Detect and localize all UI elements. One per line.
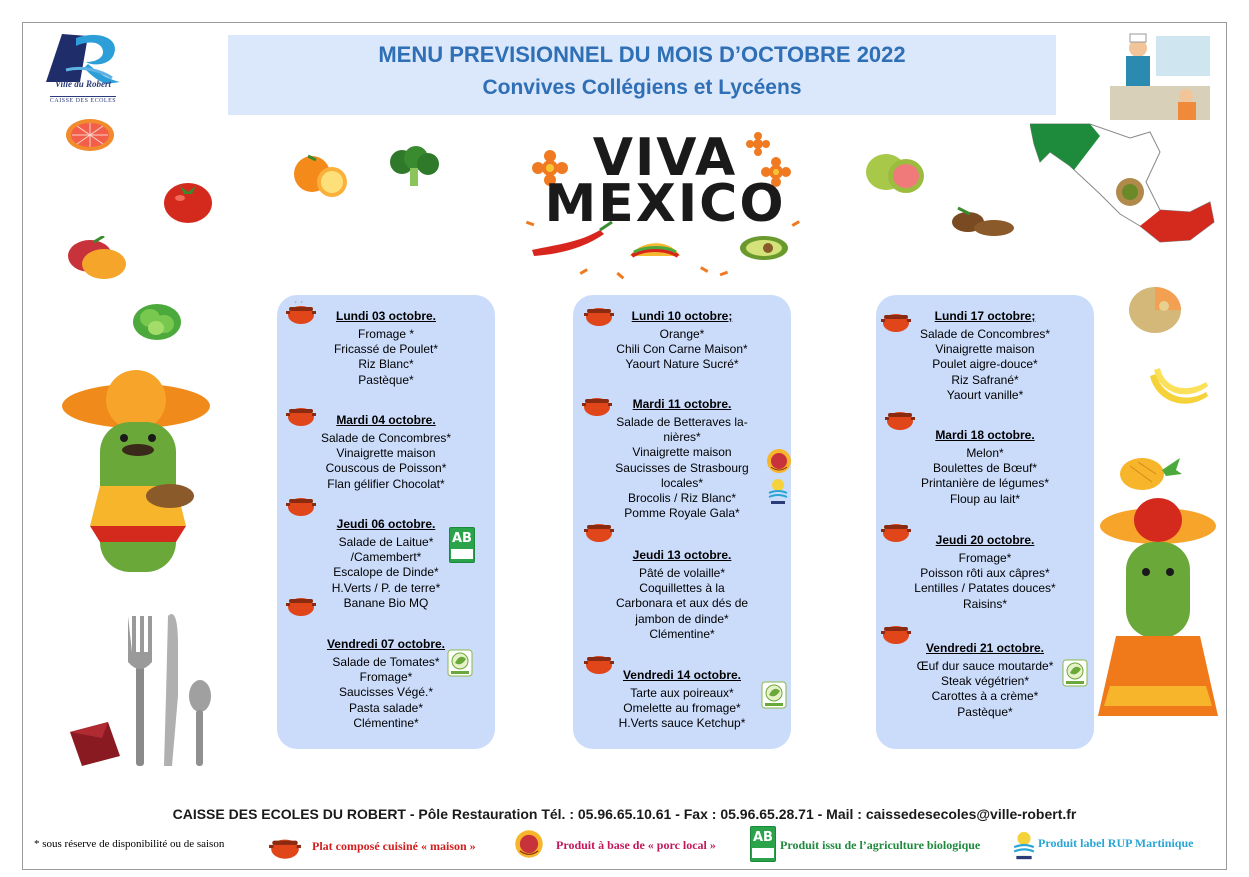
menu-item: Floup au lait* [949,491,1021,506]
menu-item: jambon de dinde* [635,611,729,626]
logo-line2: CAISSE DES ECOLES [49,98,117,104]
viva-mexico-banner [520,122,810,288]
menu-item: Fromage* [958,551,1012,565]
day-block [876,533,1094,612]
mango-icon [64,236,130,282]
day-block [277,413,495,492]
menu-item: Riz Blanc* [358,357,414,372]
day-block [573,668,791,732]
homemade-pot-icon [268,834,302,860]
menu-item: Omelette au fromage* [623,701,741,716]
lettuce-icon [130,300,184,342]
menu-item: Pasta salade* [348,700,424,715]
menu-item: Salade de Betteraves la- [616,415,748,429]
menu-item: Tarte aux poireaux* [630,686,734,700]
menu-item: Vinaigrette maison [935,342,1035,357]
menu-item: Yaourt vanille* [946,387,1024,402]
homemade-pot-icon [285,593,317,617]
day-title: Mardi 04 octobre. [336,413,436,427]
logo-line1: Ville du Robert [54,79,111,89]
chef-illustration-icon [1108,26,1212,122]
footer-contact: CAISSE DES ECOLES DU ROBERT - Pôle Restauration Tél. : 05.96.65.10.61 - Fax : 05.96.65.28.71 - Mail : caissedesecoles@ville-robert.fr [172,806,1077,822]
menu-item: Saucisses de Strasbourg [615,460,749,475]
guava-icon [864,150,926,196]
legend-rup-martinique: Produit label RUP Martinique [1038,836,1194,850]
menu-item: Printanière de légumes* [920,476,1050,491]
homemade-pot-icon [285,493,317,517]
organic-ab-label: AB [452,531,472,546]
menu-item: Fromage* [359,670,413,685]
vegetarian-leaf-icon [761,681,787,709]
menu-item: Boulettes de Bœuf* [932,461,1038,476]
menu-item: Salade de Tomates* [332,655,440,669]
menu-item: Brocolis / Riz Blanc* [627,491,737,506]
day-block [573,309,791,373]
menu-item: Riz Safrané* [951,372,1019,387]
vegetarian-leaf-icon [1062,659,1088,687]
day-title: Lundi 10 octobre; [631,309,733,323]
day-title: Vendredi 21 octobre. [925,641,1045,655]
day-block [876,428,1094,507]
menu-item: Flan gélifier Chocolat* [327,476,445,491]
organic-ab-badge [449,527,475,563]
oranges-icon [290,152,352,198]
menu-item: Pastèque* [358,372,414,387]
grapefruit-icon [64,116,116,154]
menu-item: Carbonara et aux dés de [615,596,749,611]
local-pork-badge-icon [765,447,793,475]
menu-item: Salade de Laitue* [338,535,434,549]
page-subtitle: Convives Collégiens et Lycéens [482,76,802,99]
menu-item: Poulet aigre-douce* [932,357,1038,372]
menu-item: Orange* [659,327,705,341]
menu-item: Poisson rôti aux câpres* [920,566,1050,581]
day-title: Mardi 18 octobre. [935,428,1035,442]
melon-icon [1126,284,1184,336]
menu-item: Steak végétrien* [940,674,1030,689]
organic-ab-caption [752,848,774,858]
day-block [277,309,495,388]
menu-item: H.Verts sauce Ketchup* [618,716,746,731]
day-title: Lundi 03 octobre. [335,309,436,323]
menu-item: Salade de Concombres* [919,327,1051,341]
page-title: MENU PREVISIONNEL DU MOIS D’OCTOBRE 2022 [378,42,906,67]
tamarind-icon [948,200,1020,244]
menu-item: Pastèque* [957,704,1013,719]
legend-organic: Produit issu de l’agriculture biologique [780,838,981,852]
rup-martinique-label-icon [767,477,789,505]
legend-homemade: Plat composé cuisiné « maison » [312,839,476,853]
day-title: Jeudi 13 octobre. [632,548,732,562]
logo-caption [36,79,130,107]
broccoli-icon [386,146,442,188]
napkin-icon [68,720,122,768]
availability-note: * sous réserve de disponibilité ou de saison [34,838,225,850]
rup-martinique-label-icon [1012,828,1036,862]
tomato-icon [162,178,214,224]
menu-item: Pomme Royale Gala* [624,506,740,521]
vegetarian-leaf-icon [447,649,473,677]
day-block [573,397,791,521]
menu-item: Couscous de Poisson* [325,461,447,476]
menu-item: /Camembert* [350,550,422,565]
header-banner [228,35,1056,115]
menu-item: Raisins* [962,596,1007,611]
menu-item: H.Verts / P. de terre* [331,580,441,595]
cactus-lady-icon [1096,496,1220,722]
cactus-mariachi-icon [60,366,220,586]
theme-line1: VIVA [592,128,738,188]
menu-item: Salade de Concombres* [320,431,452,445]
local-pork-badge-icon [512,828,546,860]
menu-item: Escalope de Dinde* [333,565,439,580]
menu-item: Chili Con Carne Maison* [616,342,748,357]
legend-local-pork: Produit à base de « porc local » [556,838,716,852]
menu-column-week3 [876,295,1094,749]
menu-item: Clémentine* [649,626,715,641]
menu-item: Yaourt Nature Sucré* [625,357,739,372]
organic-ab-caption [451,549,473,559]
menu-item: Coquillettes à la [639,581,725,596]
menu-item: Fromage * [357,327,415,341]
theme-line2: MEXICO [544,174,786,234]
bananas-icon [1146,366,1212,416]
menu-item: Melon* [966,446,1004,460]
menu-column-week1 [277,295,495,749]
menu-item: Œuf dur sauce moutarde* [916,659,1054,673]
menu-item: Vinaigrette maison [632,445,732,460]
organic-ab-badge [750,826,776,862]
menu-item: Clémentine* [353,715,419,730]
menu-item: Pâté de volaille* [638,566,726,580]
menu-item: Vinaigrette maison [336,446,436,461]
pineapple-icon [1116,444,1182,494]
homemade-pot-icon [583,519,615,543]
day-title: Vendredi 14 octobre. [622,668,742,682]
day-block [876,309,1094,403]
menu-item: Banane Bio MQ [343,595,429,610]
day-title: Jeudi 06 octobre. [336,517,436,531]
day-title: Jeudi 20 octobre. [935,533,1035,547]
menu-item: Saucisses Végé.* [338,685,434,700]
organic-ab-label: AB [753,830,773,845]
day-title: Mardi 11 octobre. [632,397,732,411]
menu-item: locales* [660,475,704,490]
day-title: Lundi 17 octobre; [934,309,1036,323]
menu-item: Lentilles / Patates douces* [914,581,1056,596]
cutlery-icon [120,606,216,770]
menu-item: Carottes à a crème* [931,689,1039,704]
mexico-map-icon [1030,122,1216,250]
menu-column-week2 [573,295,791,749]
day-block [573,548,791,642]
menu-item: Fricassé de Poulet* [333,342,439,357]
day-title: Vendredi 07 octobre. [326,637,446,651]
menu-item: nières* [663,430,701,445]
